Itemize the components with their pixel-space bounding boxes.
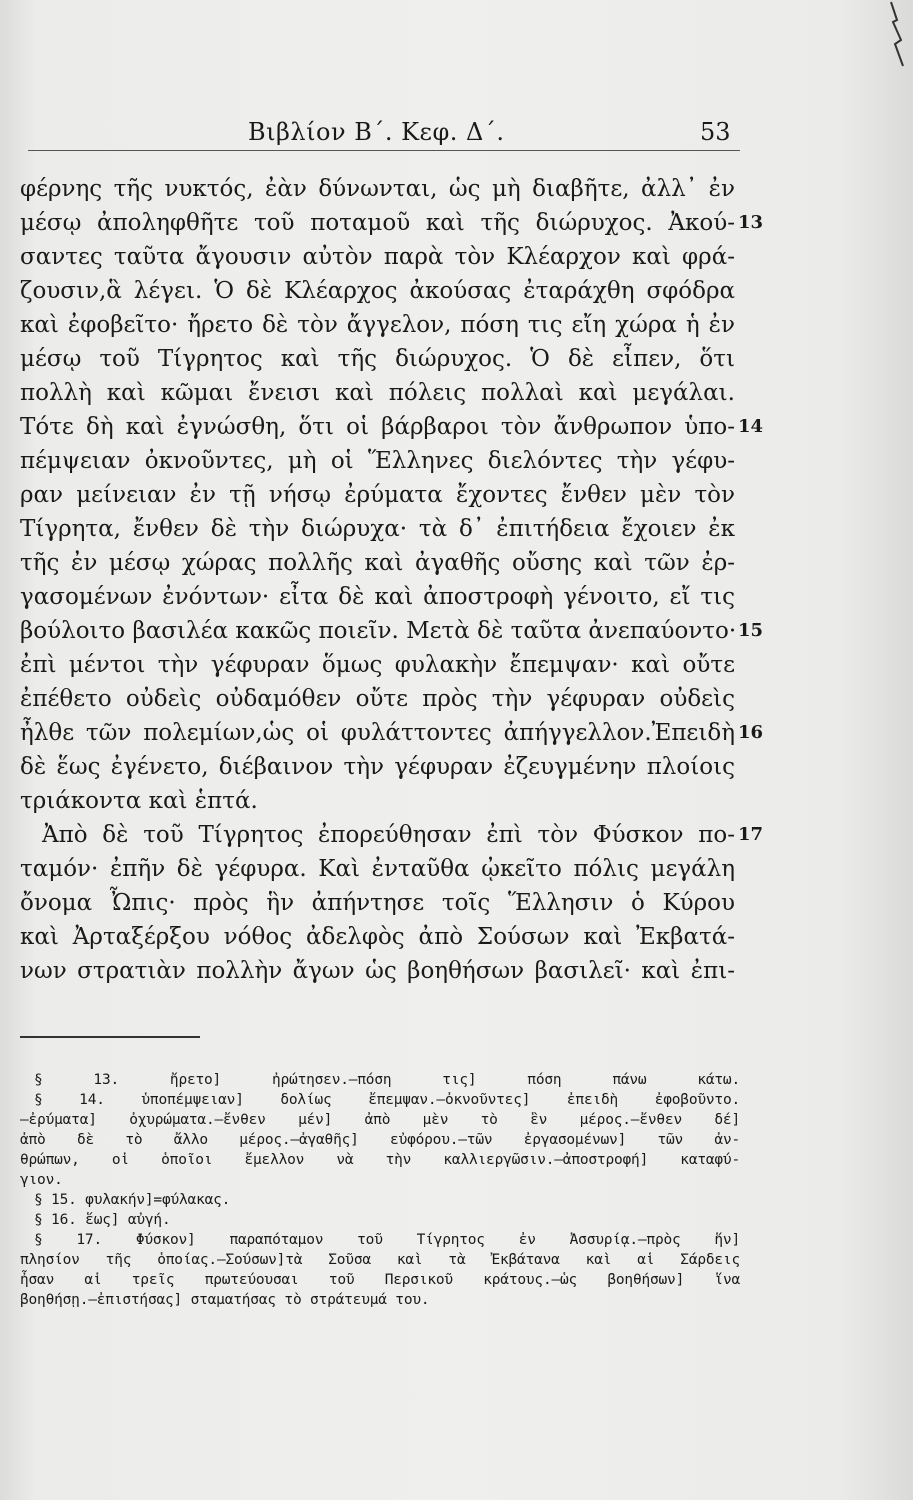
text-line: ραν μείνειαν ἐν τῇ νήσῳ ἐρύματα ἔχοντες ἔνθεν μὲν τὸν <box>20 482 735 508</box>
footnote-line: ἀπὸ δὲ τὸ ἄλλο μέρος.—ἀγαθῆς] εὐφόρου.—τῶν ἐργασομένων] τῶν ἀν- <box>20 1132 740 1148</box>
footnote-line: βοηθήσῃ.—ἐπιστήσας] σταματήσας τὸ στράτευμά του. <box>20 1292 430 1308</box>
footnote-line: —ἐρύματα] ὀχυρώματα.—ἔνθεν μέν] ἀπὸ μὲν τὸ ἓν μέρος.—ἔνθεν δέ] <box>20 1112 740 1128</box>
text-line: τριάκοντα καὶ ἑπτά. <box>20 788 258 814</box>
footnote-line: ἦσαν αἱ τρεῖς πρωτεύουσαι τοῦ Περσικοῦ κράτους.—ὡς βοηθήσων] ἵνα <box>20 1272 740 1288</box>
text-line: ταμόν· ἐπῆν δὲ γέφυρα. Καὶ ἐνταῦθα ᾠκεῖτο πόλις μεγάλη <box>20 856 735 882</box>
text-line: ἦλθε τῶν πολεμίων,ὡς οἱ φυλάττοντες ἀπήγγελλον.Ἐπειδὴ <box>20 720 735 746</box>
text-line: ὄνομα Ὦπις· πρὸς ἣν ἀπήντησε τοῖς Ἕλλησιν ὁ Κύρου <box>20 890 735 916</box>
section-number: 17 <box>738 824 764 845</box>
running-title: Βιβλίον Β΄. Κεφ. Δ΄. <box>248 118 505 146</box>
footnote-line: γιον. <box>20 1172 63 1188</box>
text-line: καὶ ἐφοβεῖτο· ἤρετο δὲ τὸν ἄγγελον, πόση τις εἴη χώρα ἡ ἐν <box>20 312 735 338</box>
footnote-line: § 15. φυλακήν]=φύλακας. <box>34 1192 231 1208</box>
section-number: 16 <box>738 722 764 743</box>
text-line: Τότε δὴ καὶ ἐγνώσθη, ὅτι οἱ βάρβαροι τὸν ἄνθρωπον ὑπο- <box>20 414 735 440</box>
header-rule <box>28 150 740 151</box>
text-line: μέσῳ τοῦ Τίγρητος καὶ τῆς διώρυχος. Ὁ δὲ εἶπεν, ὅτι <box>20 346 735 372</box>
footnote-line: § 16. ἕως] αὐγή. <box>34 1212 171 1228</box>
page-number: 53 <box>700 118 731 146</box>
section-number: 14 <box>738 416 764 437</box>
main-text <box>20 172 735 988</box>
text-line: πέμψειαν ὀκνοῦντες, μὴ οἱ Ἕλληνες διελόντες τὴν γέφυ- <box>20 448 735 474</box>
text-line: βούλοιτο βασιλέα κακῶς ποιεῖν. Μετὰ δὲ ταῦτα ἀνεπαύοντο· <box>20 618 737 644</box>
page-header <box>0 118 913 148</box>
text-line: σαντες ταῦτα ἄγουσιν αὐτὸν παρὰ τὸν Κλέαρχον καὶ φρά- <box>20 244 735 270</box>
text-line: καὶ Ἀρταξέρξου νόθος ἀδελφὸς ἀπὸ Σούσων καὶ Ἐκβατά- <box>20 924 735 950</box>
footnote-line: § 14. ὑποπέμψειαν] δολίως ἔπεμψαν.—ὀκνοῦντες] ἐπειδὴ ἐφοβοῦντο. <box>34 1092 740 1108</box>
footnotes <box>20 1070 740 1310</box>
text-line: φέρνης τῆς νυκτός, ἐὰν δύνωνται, ὡς μὴ διαβῆτε, ἀλλ᾽ ἐν <box>20 176 735 202</box>
footnote-rule <box>20 1036 200 1038</box>
text-line: τῆς ἐν μέσῳ χώρας πολλῆς καὶ ἀγαθῆς οὔσης καὶ τῶν ἐρ- <box>20 550 735 576</box>
text-line: μέσῳ ἀποληφθῆτε τοῦ ποταμοῦ καὶ τῆς διώρυχος. Ἀκού- <box>20 210 735 236</box>
section-number: 15 <box>738 620 764 641</box>
text-line: πολλὴ καὶ κῶμαι ἔνεισι καὶ πόλεις πολλαὶ καὶ μεγάλαι. <box>20 380 735 406</box>
footnote-line: § 17. Φύσκον] παραπόταμον τοῦ Τίγρητος ἐν Ἀσσυρίᾳ.—πρὸς ἥν] <box>34 1232 740 1248</box>
text-line: νων στρατιὰν πολλὴν ἄγων ὡς βοηθήσων βασιλεῖ· καὶ ἐπι- <box>20 958 735 984</box>
text-line: Τίγρητα, ἔνθεν δὲ τὴν διώρυχα· τὰ δ᾽ ἐπιτήδεια ἔχοιεν ἐκ <box>20 516 735 542</box>
footnote-line: πλησίον τῆς ὁποίας.—Σούσων]τὰ Σοῦσα καὶ τὰ Ἐκβάτανα καὶ αἱ Σάρδεις <box>20 1252 740 1268</box>
section-number: 13 <box>738 212 764 233</box>
text-line: γασομένων ἐνόντων· εἶτα δὲ καὶ ἀποστροφὴ γένοιτο, εἴ τις <box>20 584 735 610</box>
footnote-line: θρώπων, οἱ ὁποῖοι ἔμελλον νὰ τὴν καλλιεργῶσιν.—ἀποστροφή] καταφύ- <box>20 1152 740 1168</box>
text-line: ἐπέθετο οὐδεὶς οὐδαμόθεν οὔτε πρὸς τὴν γέφυραν οὐδεὶς <box>20 686 735 712</box>
text-line: Ἀπὸ δὲ τοῦ Τίγρητος ἐπορεύθησαν ἐπὶ τὸν Φύσκον πο- <box>42 822 735 848</box>
text-line: ζουσιν,ἃ λέγει. Ὁ δὲ Κλέαρχος ἀκούσας ἐταράχθη σφόδρα <box>20 278 735 304</box>
page-edge-mark <box>883 0 907 70</box>
text-line: ἐπὶ μέντοι τὴν γέφυραν ὅμως φυλακὴν ἔπεμψαν· καὶ οὔτε <box>20 652 735 678</box>
text-line: δὲ ἕως ἐγένετο, διέβαινον τὴν γέφυραν ἐζευγμένην πλοίοις <box>20 754 735 780</box>
footnote-line: § 13. ἤρετο] ἠρώτησεν.—πόση τις] πόση πάνω κάτω. <box>34 1072 740 1088</box>
